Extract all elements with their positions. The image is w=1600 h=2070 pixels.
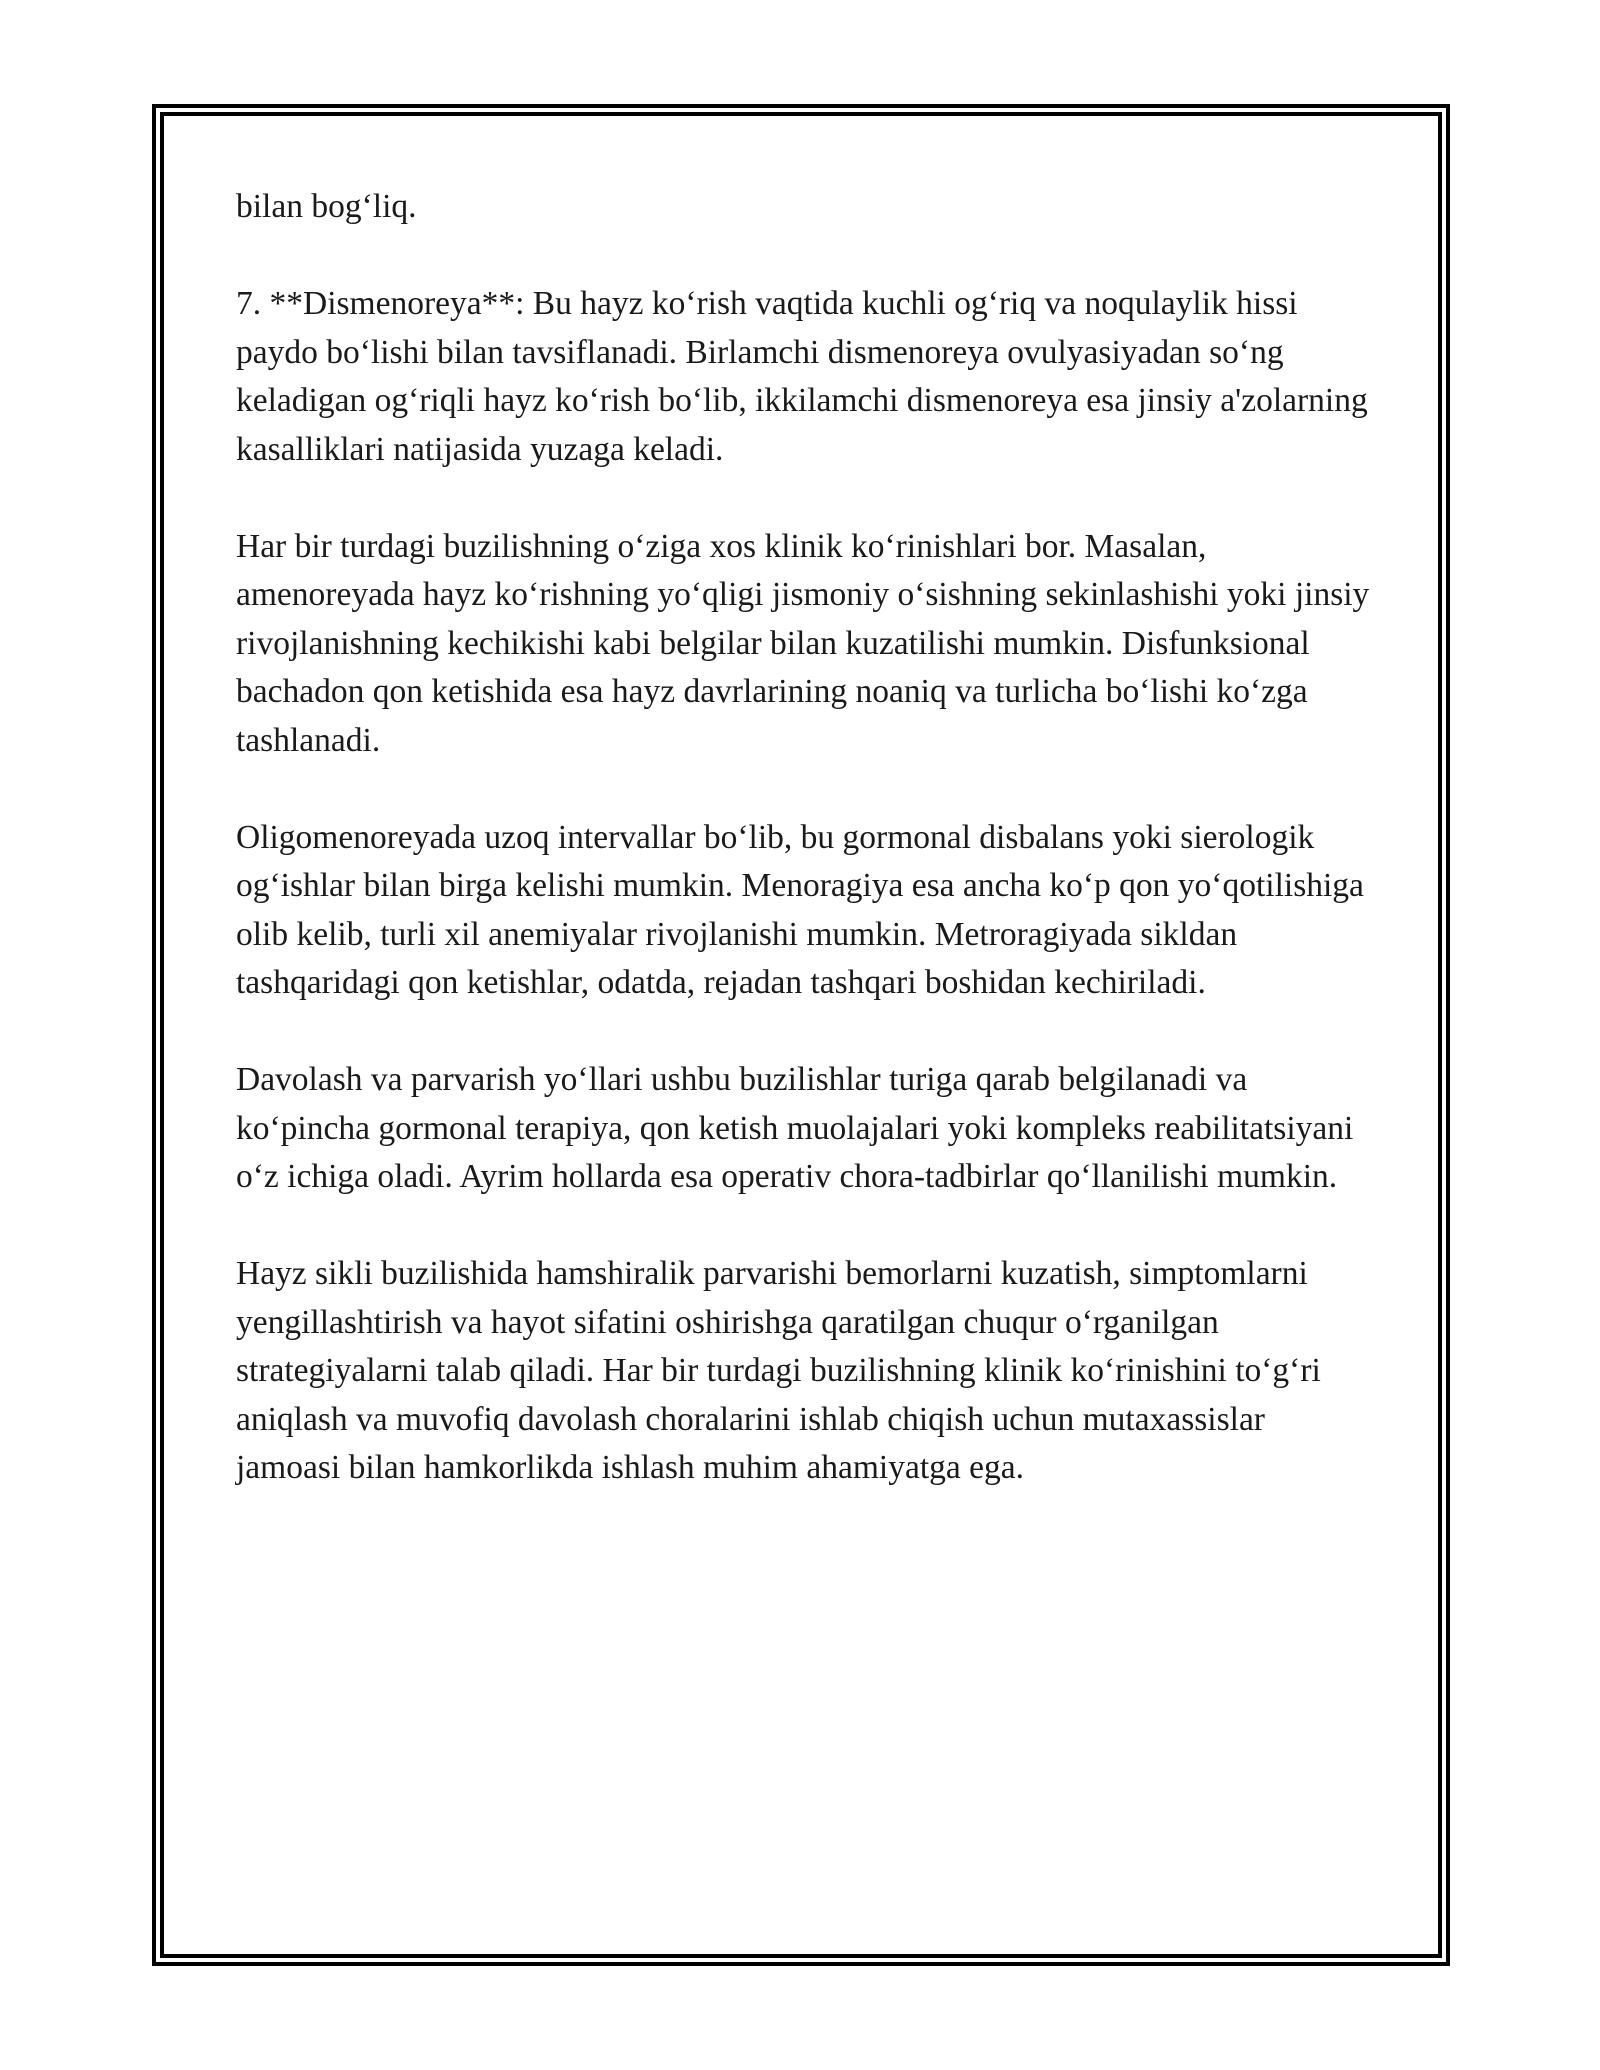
paragraph-clinical-signs: Har bir turdagi buzilishning oʻziga xos klinik koʻrinishlari bor. Masalan, amenoreyada hayz koʻrishning yoʻqligi jismoniy oʻsishning sekinlashishi yoki jinsiy rivojlanishning kechikishi kabi belgilar bilan kuzatilishi mumkin. Disfunksional bachadon qon ketishida esa hayz davrlarining noaniq va turlicha boʻlishi koʻzga tashlanadi. <box>236 527 1370 759</box>
paragraph-nursing-care: Hayz sikli buzilishida hamshiralik parvarishi bemorlarni kuzatish, simptomlarni yengillashtirish va hayot sifatini oshirishga qaratilgan chuqur oʻrganilgan strategiyalarni talab qiladi. Har bir turdagi buzilishning klinik koʻrinishini toʻgʻri aniqlash va muvofiq davolash choralarini ishlab chiqish uchun mutaxassislar jamoasi bilan hamkorlikda ishlash muhim ahamiyatga ega. <box>236 1255 1321 1486</box>
paragraph-treatment: Davolash va parvarish yoʻllari ushbu buzilishlar turiga qarab belgilanadi va koʻpincha gormonal terapiya, qon ketish muolajalari yoki kompleks reabilitatsiyani oʻz ichiga oladi. Ayrim hollarda esa operativ chora-tadbirlar qoʻllanilishi mumkin. <box>236 1061 1354 1195</box>
paragraph-continuation: bilan bogʻliq. <box>236 188 417 225</box>
paragraph-dismenoreya: 7. **Dismenoreya**: Bu hayz koʻrish vaqtida kuchli ogʻriq va noqulaylik hissi paydo boʻlishi bilan tavsiflanadi. Birlamchi dismenoreya ovulyasiyadan soʻng keladigan ogʻriqli hayz koʻrish boʻlib, ikkilamchi dismenoreya esa jinsiy a'zolarning kasalliklari natijasida yuzaga keladi. <box>236 285 1368 468</box>
document-body <box>236 183 1376 1541</box>
paragraph-oligomenoreya: Oligomenoreyada uzoq intervallar boʻlib, bu gormonal disbalans yoki sierologik ogʻishlar bilan birga kelishi mumkin. Menoragiya esa ancha koʻp qon yoʻqotilishiga olib kelib, turli xil anemiyalar rivojlanishi mumkin. Metroragiyada sikldan tashqaridagi qon ketishlar, odatda, rejadan tashqari boshidan kechiriladi. <box>236 818 1364 1001</box>
